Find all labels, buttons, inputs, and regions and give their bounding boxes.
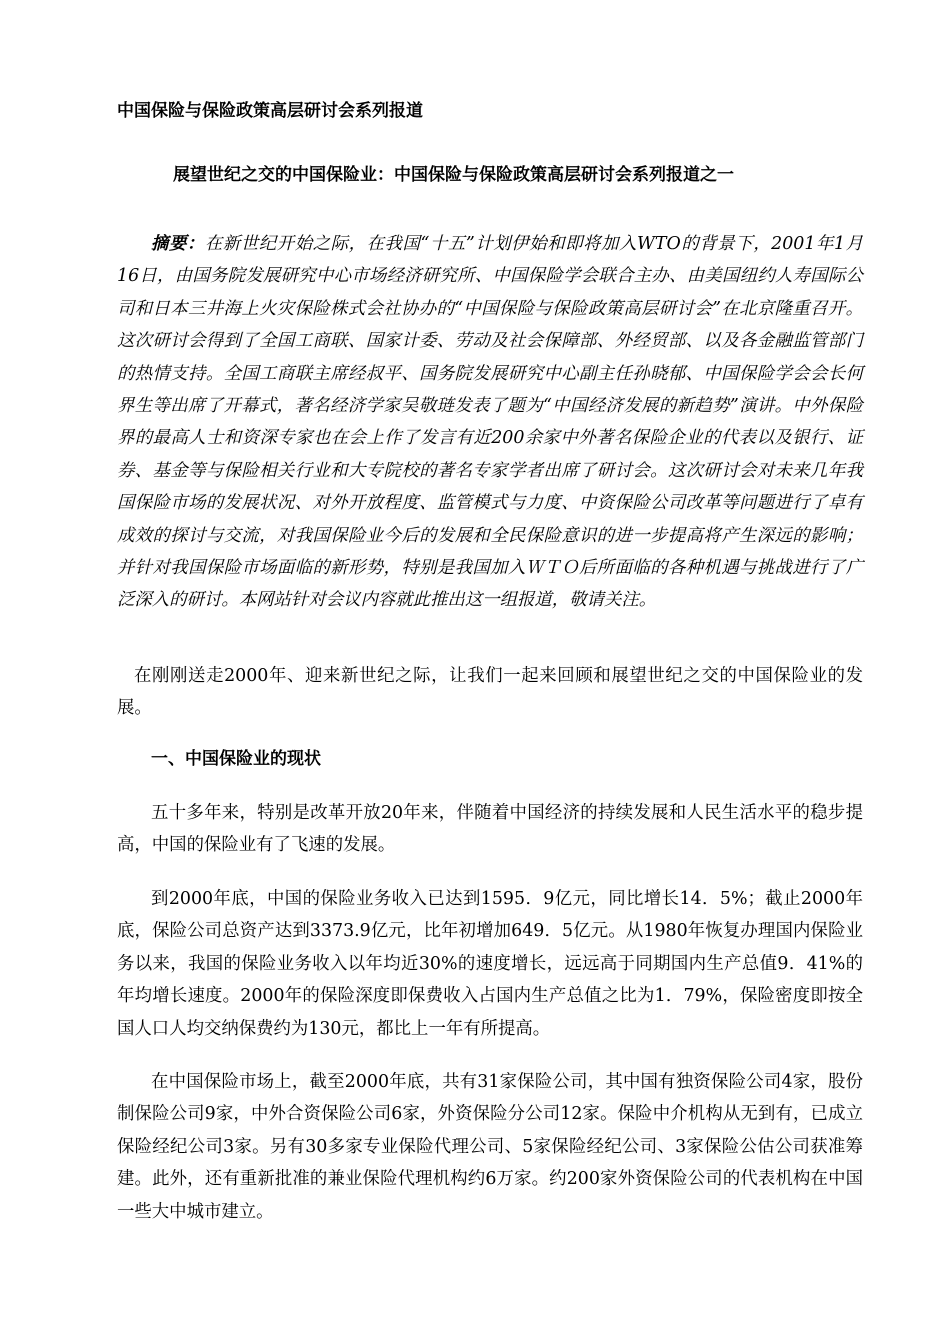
intro-paragraph: 在刚刚送走2000年、迎来新世纪之际，让我们一起来回顾和展望世纪之交的中国保险业的发展。 xyxy=(117,666,863,719)
article-title: 展望世纪之交的中国保险业：中国保险与保险政策高层研讨会系列报道之一 xyxy=(173,165,734,185)
abstract-text: 在新世纪开始之际，在我国“十五”计划伊始和即将加入WTO的背景下，2001年1月16日，由国务院发展研究中心市场经济研究所、中国保险学会联合主办、由美国纽约人寿国际公司和日本三井海上火灾保险株式会社协办的“中国保险与保险政策高层研讨会”在北京隆重召开。这次研讨会得到了全国工商联、国家计委、劳动及社会保障部、外经贸部、以及各金融监管部门的热情支持。全国工商联主席经叔平、国务院发展研究中心副主任孙晓郁、中国保险学会会长何界生等出席了开幕式，著名经济学家吴敬琏发表了题为“中国经济发展的新趋势”演讲。中外保险界的最高人士和资深专家也在会上作了发言有近200余家中外著名保险企业的代表以及银行、证券、基金等与保险相关行业和大专院校的著名专家学者出席了研讨会。这次研讨会对未来几年我国保险市场的发展状况、对外开放程度、监管模式与力度、中资保险公司改革等问题进行了卓有成效的探讨与交流，对我国保险业今后的发展和全民保险意识的进一步提高将产生深远的影响；并针对我国保险市场面临的新形势，特别是我国加入ＷＴＯ后所面临的各种机遇与挑战进行了广泛深入的研讨。本网站针对会议内容就此推出这一组报道，敬请关注。 xyxy=(117,234,863,611)
body-paragraph: 到2000年底，中国的保险业务收入已达到1595．9亿元，同比增长14．5%；截止2000年底，保险公司总资产达到3373.9亿元，比年初增加649．5亿元。从1980年恢复办理国内保险业务以来，我国的保险业务收入以年均近30%的速度增长，远远高于同期国内生产总值9．41%的年均增长速度。2000年的保险深度即保费收入占国内生产总值之比为1．79%，保险密度即按全国人口人均交纳保费约为130元，都比上一年有所提高。 xyxy=(117,889,863,1039)
body-paragraph: 五十多年来，特别是改革开放20年来，伴随着中国经济的持续发展和人民生活水平的稳步提高，中国的保险业有了飞速的发展。 xyxy=(117,803,863,856)
body-paragraph: 在中国保险市场上，截至2000年底，共有31家保险公司，其中国有独资保险公司4家，股份制保险公司9家，中外合资保险公司6家，外资保险分公司12家。保险中介机构从无到有，已成立保险经纪公司3家。另有30多家专业保险代理公司、5家保险经纪公司、3家保险公估公司获准筹建。此外，还有重新批准的兼业保险代理机构约6万家。约200家外资保险公司的代表机构在中国一些大中城市建立。 xyxy=(117,1072,863,1222)
abstract-label: 摘要： xyxy=(151,234,205,254)
section-heading: 一、中国保险业的现状 xyxy=(151,749,321,769)
series-title: 中国保险与保险政策高层研讨会系列报道 xyxy=(117,101,423,121)
abstract-paragraph xyxy=(117,228,863,617)
